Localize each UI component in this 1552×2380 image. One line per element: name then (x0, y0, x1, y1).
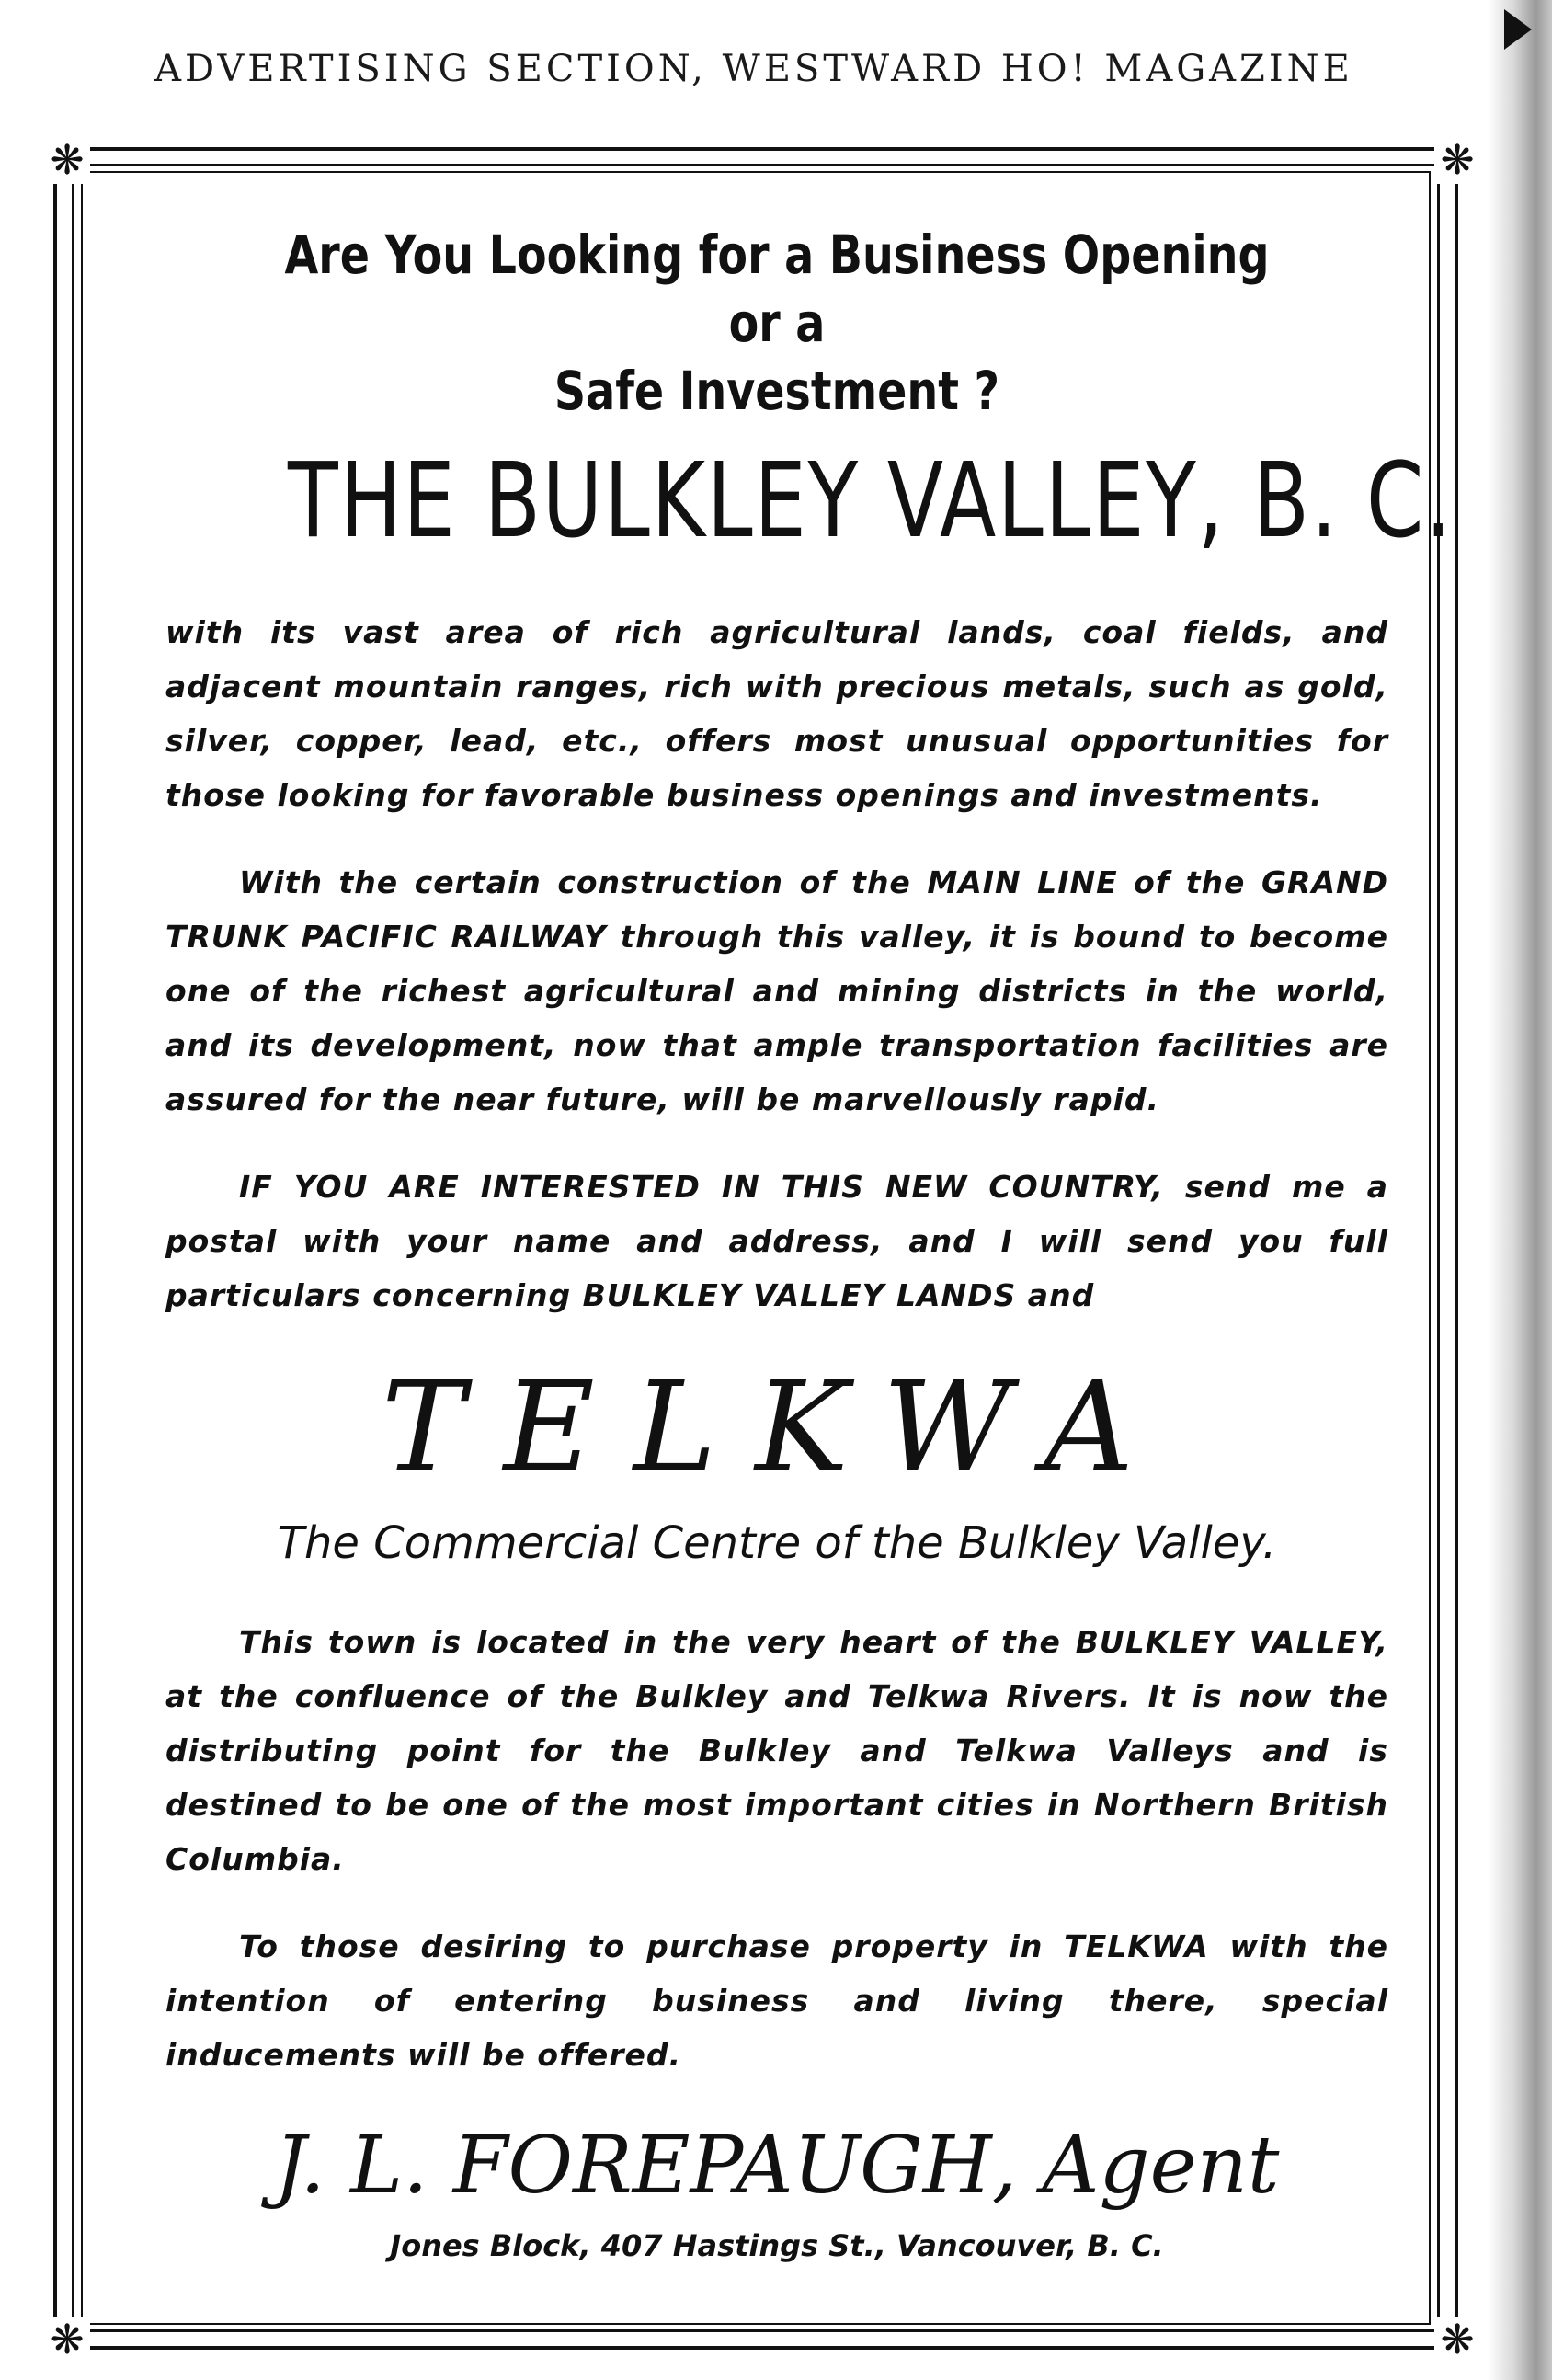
paragraph-inducements: To those desiring to purchase property in TELKWA with the intention of entering business and living there, special inducements will be offered. (165, 1928, 1388, 2073)
paragraph-inquiry: IF YOU ARE INTERESTED IN THIS NEW COUNTRY, send me a postal with your name and address, and I will send you full particulars concerning BULKLEY VALLEY LANDS and (165, 1169, 1388, 1313)
corner-ornament-icon: ❋ (1434, 2317, 1480, 2363)
scanned-page-edge (1488, 0, 1552, 2380)
paragraph-location: This town is located in the very heart of the BULKLEY VALLEY, at the confluence of the Bulkley and Telkwa Rivers. It is now the distributing point for the Bulkley and Telkwa Valleys and is destined to be one of the most important cities in Northern British Columbia. (165, 1624, 1388, 1877)
headline-line-1: Are You Looking for a Business Opening or a (284, 223, 1270, 354)
running-head: ADVERTISING SECTION, WESTWARD HO! MAGAZINE (154, 48, 1353, 90)
advertisement (165, 221, 1454, 2266)
corner-ornament-icon: ❋ (1434, 138, 1480, 184)
ad-title: THE BULKLEY VALLEY, B. C. (288, 441, 1454, 561)
paragraph-railway: With the certain construction of the MAIN LINE of the GRAND TRUNK PACIFIC RAILWAY through this valley, it is bound to become one of the richest agricultural and mining districts in the world, and its development, now that ample transportation facilities are assured for the near future, will be marvellously rapid. (165, 864, 1388, 1117)
corner-ornament-icon: ❋ (44, 2317, 90, 2363)
town-name: TELKWA (381, 1356, 1173, 1501)
headline-line-2: Safe Investment ? (553, 360, 1000, 422)
headline (276, 221, 1279, 425)
page-edge-arrow-icon (1504, 9, 1532, 50)
paragraph-intro: with its vast area of rich agricultural lands, coal fields, and adjacent mountain ranges, rich with precious metals, such as gold, silver, copper, lead, etc., offers most unusual opportunities for those looking for favorable business openings and investments. (165, 614, 1388, 813)
agent-name: J. L. FOREPAUGH, Agent (274, 2120, 1280, 2212)
corner-ornament-icon: ❋ (44, 138, 90, 184)
agent-address: Jones Block, 407 Hastings St., Vancouver, B. C. (390, 2228, 1164, 2263)
town-tagline: The Commercial Centre of the Bulkley Valley. (277, 1517, 1277, 1569)
